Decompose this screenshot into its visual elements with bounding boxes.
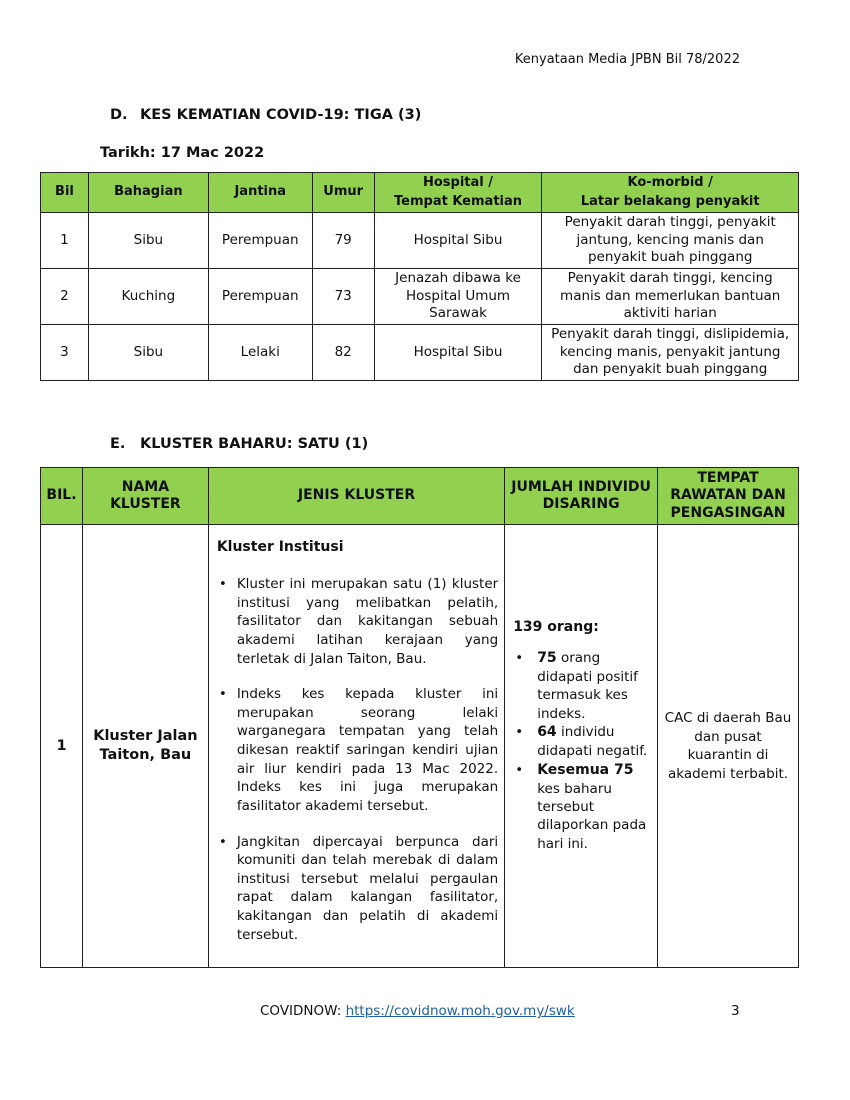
col-bil: Bil [41,173,89,213]
section-e-title [110,436,368,452]
cell-jantina: Perempuan [208,269,312,325]
screened-text: individu didapati negatif. [537,724,648,760]
cell-komorbid: Penyakit darah tinggi, dislipidemia, kencing manis, penyakit jantung dan penyakit buah pinggang [542,325,799,381]
treatment-place: CAC di daerah Bau dan pusat kuarantin di akademi terbabit. [658,525,799,968]
cell-bil: 2 [41,269,89,325]
cell-komorbid: Penyakit darah tinggi, kencing manis dan memerlukan bantuan aktiviti harian [542,269,799,325]
list-item: • Kluster ini merupakan satu (1) kluster institusi yang melibatkan pelatih, fasilitator dan kakitangan sebuah akademi latihan kerajaan yang terletak di Jalan Taiton, Bau. [217,575,498,668]
cell-umur: 82 [312,325,374,381]
cluster-type-cell [208,525,504,968]
screened-total: 139 orang: [513,619,599,635]
screened-text: orang didapati positif termasuk kes indeks. [537,650,638,722]
cluster-name: Kluster Jalan Taiton, Bau [82,525,208,968]
screened-text: kes baharu tersebut dilaporkan pada hari ini. [537,780,647,852]
table-row [41,213,799,269]
col-jenis-kluster: JENIS KLUSTER [208,468,504,525]
covidnow-link[interactable]: https://covidnow.moh.gov.my/swk [345,1003,575,1019]
section-e-heading: KLUSTER BAHARU: SATU (1) [140,436,369,452]
list-item: • Jangkitan dipercayai berpunca dari komuniti dan telah merebak di dalam institusi tersebut melalui pergaulan rapat dalam kalangan fasilitator, kakitangan dan pelatih di akademi tersebut. [217,833,498,945]
col-nama-kluster: NAMA KLUSTER [82,468,208,525]
col-jumlah-individu: JUMLAH INDIVIDU DISARING [505,468,658,525]
list-item: • Indeks kes kepada kluster ini merupakan seorang lelaki warganegara tempatan yang telah dikesan reaktif saringan kendiri ujian air liur kendiri pada 13 Mac 2022. Indeks kes ini juga merupakan fasilitator akademi tersebut. [217,685,498,815]
section-d-date: Tarikh: 17 Mac 2022 [100,145,265,161]
cell-bahagian: Sibu [88,213,208,269]
col-bahagian: Bahagian [88,173,208,213]
cell-hospital: Hospital Sibu [374,213,542,269]
col-jantina: Jantina [208,173,312,213]
cluster-table-header [41,468,799,525]
deaths-table [40,172,799,381]
cell-jantina: Perempuan [208,213,312,269]
section-d-label: D. [110,107,128,123]
table-row [41,525,799,968]
screened-bold: 64 [537,724,557,741]
list-item [513,761,651,853]
cell-bahagian: Sibu [88,325,208,381]
section-d-title [110,107,421,123]
list-item [513,649,651,723]
deaths-table-header [41,173,799,213]
cell-hospital: Jenazah dibawa ke Hospital Umum Sarawak [374,269,542,325]
cell-bil: 3 [41,325,89,381]
screened-bold: 75 [537,650,557,666]
screened-count-cell [505,525,658,968]
col-tempat-rawatan: TEMPAT RAWATAN DAN PENGASINGAN [658,468,799,525]
footer-prefix: COVIDNOW: [260,1003,346,1019]
document-reference: Kenyataan Media JPBN Bil 78/2022 [514,52,740,67]
cell-jantina: Lelaki [208,325,312,381]
table-row [41,269,799,325]
col-umur: Umur [312,173,374,213]
section-d-heading: KES KEMATIAN COVID-19: TIGA (3) [140,107,422,123]
cell-umur: 79 [312,213,374,269]
cluster-table [40,467,799,968]
cell-bahagian: Kuching [88,269,208,325]
cell-umur: 73 [312,269,374,325]
cluster-bil: 1 [41,525,83,968]
section-e-label: E. [110,436,126,452]
cell-hospital: Hospital Sibu [374,325,542,381]
cell-komorbid: Penyakit darah tinggi, penyakit jantung, kencing manis dan penyakit buah pinggang [542,213,799,269]
col-bil: BIL. [41,468,83,525]
col-hospital: Hospital / Tempat Kematian [374,173,542,213]
list-item [513,723,651,760]
table-row [41,325,799,381]
screened-bold: Kesemua 75 [537,761,634,778]
col-komorbid: Ko-morbid / Latar belakang penyakit [542,173,799,213]
cluster-type-title: Kluster Institusi [216,539,344,555]
footer [260,1003,575,1019]
cell-bil: 1 [41,213,89,269]
page-number: 3 [731,1003,740,1019]
